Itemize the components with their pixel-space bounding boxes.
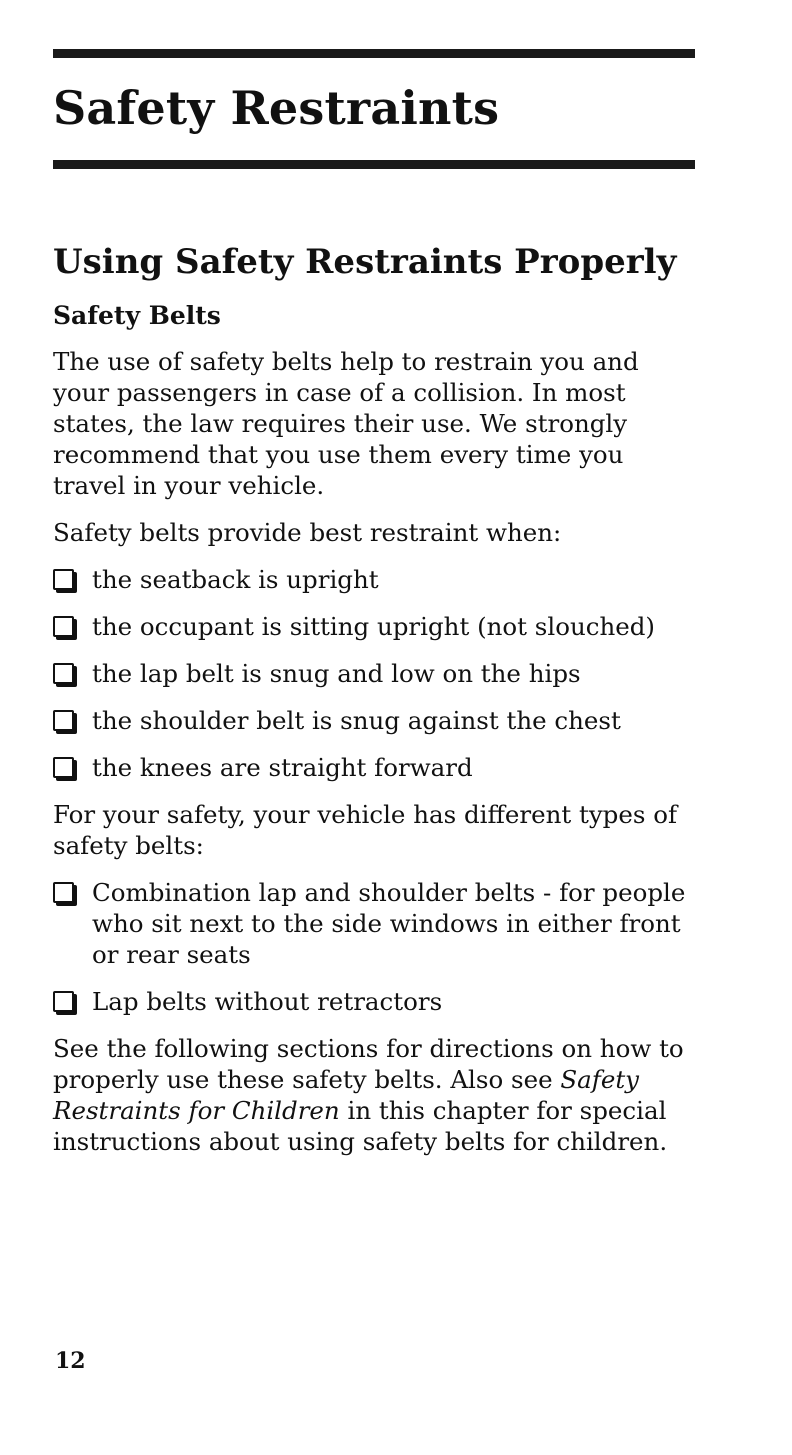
closing-text-end: in this chapter for special instructions about using safety belts for children. <box>53 1096 668 1156</box>
list-item-text: the shoulder belt is snug against the chest <box>92 706 621 735</box>
bottom-rule <box>53 160 695 169</box>
list-item <box>53 611 693 642</box>
list-item <box>53 564 693 595</box>
list-item-text: the seatback is upright <box>92 565 379 594</box>
closing-text-start: See the following sections for directions on how to properly use these safety belts. Also see <box>53 1034 684 1094</box>
list-item <box>53 658 693 689</box>
checkbox-bullet-icon <box>53 663 74 684</box>
checkbox-bullet-icon <box>53 569 74 590</box>
list-item-text: the lap belt is snug and low on the hips <box>92 659 581 688</box>
checkbox-bullet-icon <box>53 757 74 778</box>
list-item <box>53 986 693 1017</box>
page-number: 12 <box>55 1348 86 1374</box>
belt-types-list <box>53 877 693 1017</box>
checkbox-bullet-icon <box>53 616 74 637</box>
list-item-text: Lap belts without retractors <box>92 987 443 1016</box>
best-restraint-list <box>53 564 693 783</box>
section-title: Using Safety Restraints Properly <box>53 242 677 282</box>
chapter-title: Safety Restraints <box>53 81 500 135</box>
list-item <box>53 705 693 736</box>
list-item <box>53 877 693 970</box>
closing-paragraph <box>53 1033 693 1157</box>
list-item <box>53 752 693 783</box>
best-restraint-lead: Safety belts provide best restraint when: <box>53 518 562 547</box>
intro-paragraph: The use of safety belts help to restrain you and your passengers in case of a collision. In most states, the law requires their use. We strongly recommend that you use them every time you travel in your vehicle. <box>53 347 639 500</box>
checkbox-bullet-icon <box>53 710 74 731</box>
cross-reference: Safety Restraints for Children <box>53 1065 640 1125</box>
belt-types-lead: For your safety, your vehicle has different types of safety belts: <box>53 800 678 860</box>
list-item-text: the occupant is sitting upright (not slouched) <box>92 612 655 641</box>
checkbox-bullet-icon <box>53 991 74 1012</box>
list-item-text: the knees are straight forward <box>92 753 473 782</box>
top-rule <box>53 49 695 58</box>
body-content <box>53 346 693 1173</box>
subsection-title: Safety Belts <box>53 301 221 330</box>
list-item-text: Combination lap and shoulder belts - for people who sit next to the side windows in either front or rear seats <box>92 878 686 969</box>
checkbox-bullet-icon <box>53 882 74 903</box>
